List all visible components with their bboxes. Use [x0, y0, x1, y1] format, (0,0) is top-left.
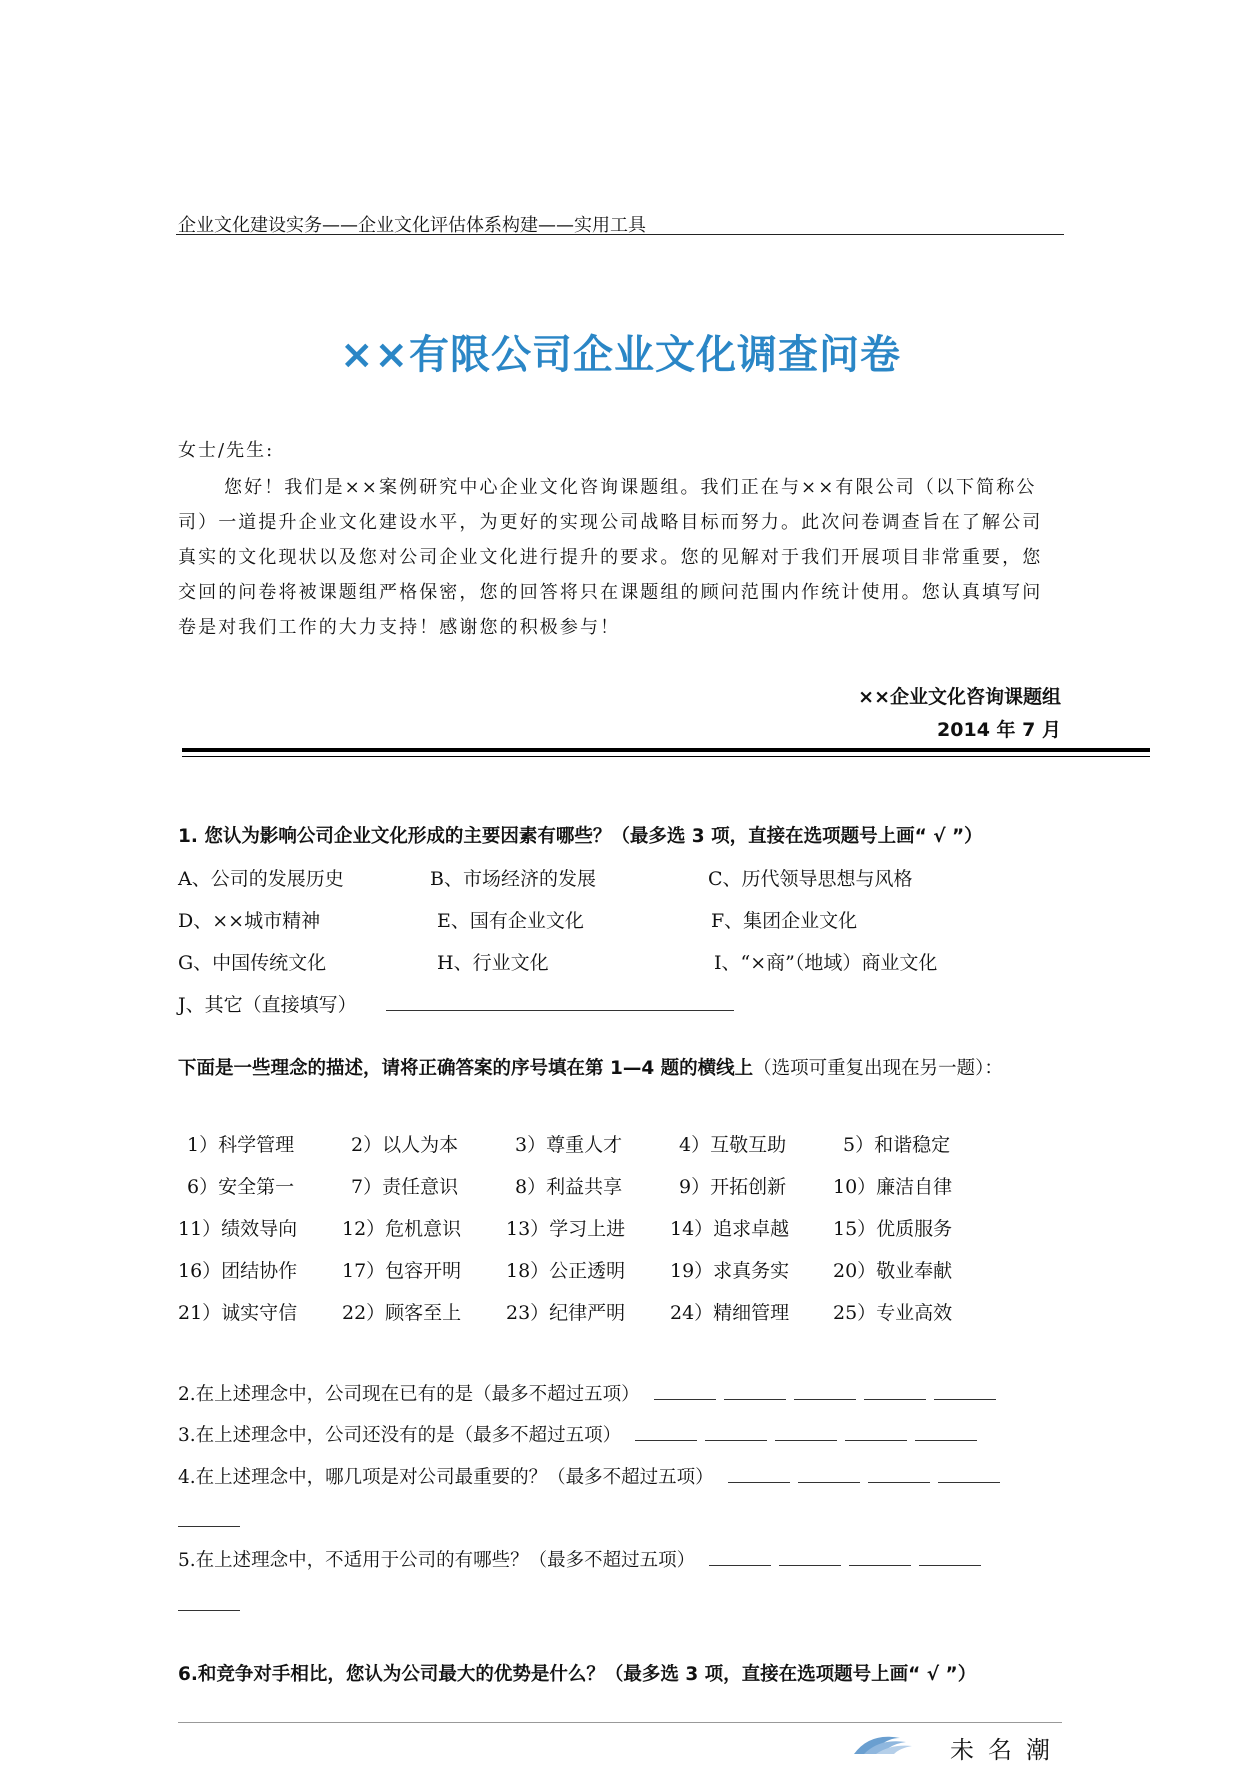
answer-blank[interactable]	[724, 1385, 786, 1400]
question-3	[178, 1421, 977, 1447]
q1-other-input-line[interactable]	[386, 992, 734, 1011]
page-title: ××有限公司企业文化调查问卷	[339, 332, 902, 378]
answer-blank[interactable]	[849, 1551, 911, 1566]
answer-blank[interactable]	[635, 1426, 697, 1441]
concept-item: 24）精细管理	[670, 1302, 790, 1324]
running-header: 企业文化建设实务——企业文化评估体系构建——实用工具	[178, 215, 646, 236]
question-5-text: 5.在上述理念中，不适用于公司的有哪些？（最多不超过五项）	[178, 1550, 696, 1571]
concept-item: 12）危机意识	[342, 1218, 462, 1240]
concept-item: 17）包容开明	[342, 1260, 462, 1282]
q1-option-d[interactable]: D、××城市精神	[178, 910, 321, 932]
q1-option-c[interactable]: C、历代领导思想与风格	[708, 868, 913, 890]
q1-option-g[interactable]: G、中国传统文化	[178, 952, 327, 974]
concept-item: 11）绩效导向	[178, 1218, 298, 1240]
concept-item: 22）顾客至上	[342, 1302, 462, 1324]
answer-blank[interactable]	[845, 1426, 907, 1441]
concept-item: 18）公正透明	[506, 1260, 626, 1282]
concept-item: 15）优质服务	[833, 1218, 953, 1240]
answer-blank[interactable]	[934, 1385, 996, 1400]
answer-blank[interactable]	[654, 1385, 716, 1400]
concept-item: 9）开拓创新	[679, 1176, 787, 1198]
concepts-instructions-note: （选项可重复出现在另一题）：	[753, 1058, 1003, 1079]
answer-blank[interactable]	[868, 1468, 930, 1483]
answer-blank[interactable]	[178, 1596, 240, 1611]
question-3-blanks	[627, 1425, 977, 1446]
answer-blank[interactable]	[798, 1468, 860, 1483]
signature-date: 2014 年 7 月	[937, 719, 1061, 741]
q1-option-a[interactable]: A、公司的发展历史	[178, 868, 344, 890]
concepts-instructions	[178, 1052, 1062, 1085]
answer-blank[interactable]	[794, 1385, 856, 1400]
concept-item: 21）诚实守信	[178, 1302, 298, 1324]
concept-item: 3）尊重人才	[515, 1134, 623, 1156]
concept-item: 2）以人为本	[351, 1134, 459, 1156]
concept-item: 25）专业高效	[833, 1302, 953, 1324]
answer-blank[interactable]	[728, 1468, 790, 1483]
concept-item: 20）敬业奉献	[833, 1260, 953, 1282]
q1-option-b[interactable]: B、市场经济的发展	[430, 868, 596, 890]
question-2-text: 2.在上述理念中，公司现在已有的是（最多不超过五项）	[178, 1384, 640, 1405]
answer-blank[interactable]	[775, 1426, 837, 1441]
swirl-logo-icon	[850, 1728, 960, 1754]
concepts-instructions-bold: 下面是一些理念的描述，请将正确答案的序号填在第 1—4 题的横线上	[178, 1058, 754, 1079]
question-4	[178, 1463, 1000, 1489]
concept-item: 14）追求卓越	[670, 1218, 790, 1240]
question-4-blanks	[720, 1467, 1000, 1488]
q1-option-i[interactable]: I、“×商”（地域）商业文化	[714, 952, 938, 974]
concept-item: 13）学习上进	[506, 1218, 626, 1240]
q1-option-e[interactable]: E、国有企业文化	[437, 910, 584, 932]
concept-item: 19）求真务实	[670, 1260, 790, 1282]
concept-item: 23）纪律严明	[506, 1302, 626, 1324]
q1-option-h[interactable]: H、行业文化	[437, 952, 549, 974]
intro-paragraph: 您好！我们是××案例研究中心企业文化咨询课题组。我们正在与××有限公司（以下简称公司）一道提升企业文化建设水平，为更好的实现公司战略目标而努力。此次问卷调查旨在了解公司真实的文化现状以及您对公司企业文化进行提升的要求。您的见解对于我们开展项目非常重要，您交回的问卷将被课题组严格保密，您的回答将只在课题组的顾问范围内作统计使用。您认真填写问卷是对我们工作的大力支持！感谢您的积极参与！	[178, 477, 1043, 638]
signature-group: ××企业文化咨询课题组	[858, 686, 1061, 708]
greeting: 女士/先生:	[178, 440, 275, 461]
answer-blank[interactable]	[919, 1551, 981, 1566]
concept-item: 8）利益共享	[515, 1176, 623, 1198]
footer-brand: 未名潮	[950, 1736, 1064, 1764]
question-2-blanks	[646, 1384, 996, 1405]
concept-item: 1）科学管理	[187, 1134, 295, 1156]
footer-divider	[178, 1722, 1062, 1723]
concept-item: 4）互敬互助	[679, 1134, 787, 1156]
header-divider	[176, 234, 1064, 235]
concept-item: 6）安全第一	[187, 1176, 295, 1198]
concept-item: 10）廉洁自律	[833, 1176, 953, 1198]
answer-blank[interactable]	[864, 1385, 926, 1400]
question-1: 1. 您认为影响公司企业文化形成的主要因素有哪些？（最多选 3 项，直接在选项题号上画“ √ ”）	[178, 826, 983, 847]
question-4-text: 4.在上述理念中，哪几项是对公司最重要的？（最多不超过五项）	[178, 1467, 714, 1488]
question-5-blanks	[701, 1550, 981, 1571]
q1-option-j-label: J、其它（直接填写）	[178, 994, 357, 1016]
section-divider-thin	[182, 756, 1150, 757]
concept-item: 7）责任意识	[351, 1176, 459, 1198]
question-5	[178, 1546, 981, 1572]
q1-option-f[interactable]: F、集团企业文化	[711, 910, 858, 932]
answer-blank[interactable]	[915, 1426, 977, 1441]
question-3-text: 3.在上述理念中，公司还没有的是（最多不超过五项）	[178, 1425, 622, 1446]
concept-item: 5）和谐稳定	[843, 1134, 951, 1156]
answer-blank[interactable]	[705, 1426, 767, 1441]
answer-blank[interactable]	[178, 1512, 240, 1527]
question-2	[178, 1380, 996, 1406]
section-divider-thick	[182, 748, 1150, 752]
answer-blank[interactable]	[779, 1551, 841, 1566]
question-6: 6.和竞争对手相比，您认为公司最大的优势是什么？（最多选 3 项，直接在选项题号上画“ √ ”）	[178, 1664, 977, 1685]
concept-item: 16）团结协作	[178, 1260, 298, 1282]
answer-blank[interactable]	[709, 1551, 771, 1566]
answer-blank[interactable]	[938, 1468, 1000, 1483]
